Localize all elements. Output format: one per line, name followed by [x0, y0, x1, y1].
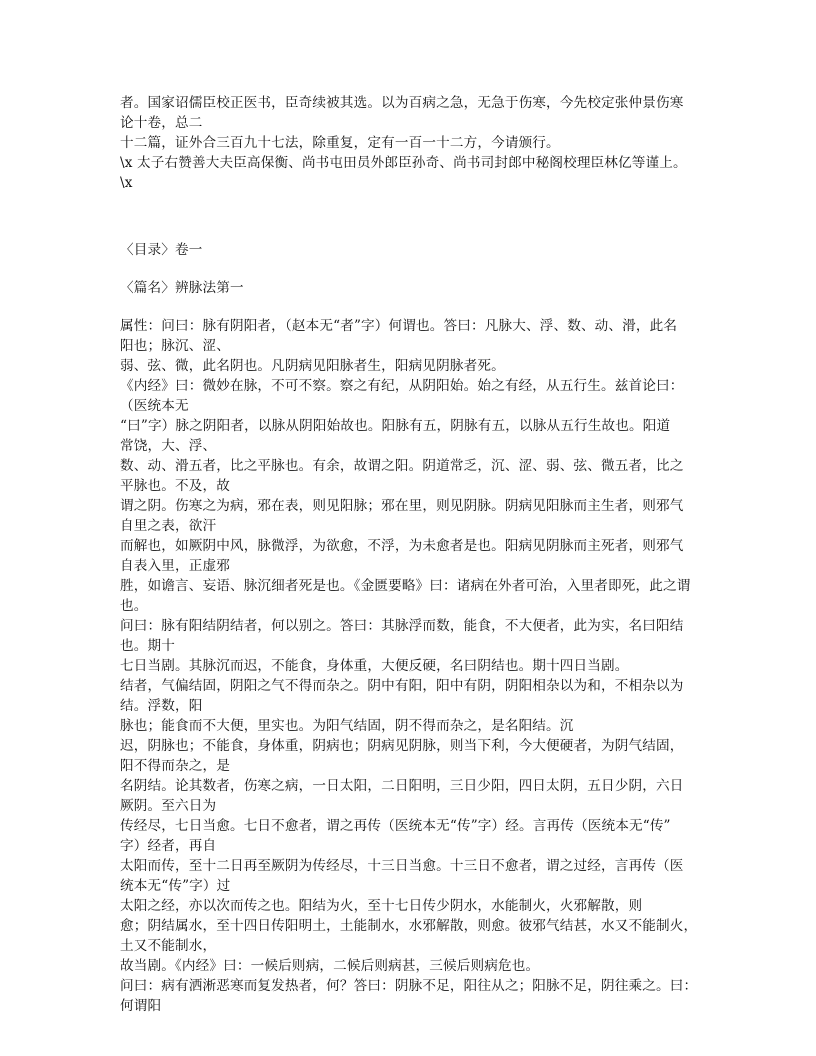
text-line: 太阳而传，至十二日再至厥阴为传经尽，十三日当愈。十三日不愈者，谓之过经，言再传（医 — [120, 858, 684, 874]
text-line: 结者，气偏结固，阴阳之气不得而杂之。阴中有阳，阳中有阴，阴阳相杂以为和，不相杂以为 — [120, 678, 684, 694]
text-line: 名阴结。论其数者，伤寒之病，一日太阳，二日阳明，三日少阳，四日太阴，五日少阴，六日 — [120, 778, 684, 794]
text-line: 阳不得而杂之，是 — [120, 758, 230, 774]
heading-text: 〈目录〉卷一 — [120, 242, 203, 258]
text-line: 属性：问曰：脉有阴阳者，（赵本无“者”字）何谓也。答曰：凡脉大、浮、数、动、滑，此名 — [120, 318, 678, 334]
text-line: 传经尽，七日当愈。七日不愈者，谓之再传（医统本无“传”字）经。言再传（医统本无“传” — [120, 818, 671, 834]
text-line: 论十卷，总二 — [120, 115, 203, 131]
text-line: 字）经者，再自 — [120, 838, 217, 854]
toc-heading — [120, 240, 704, 260]
text-line: 自表入里，正虚邪 — [120, 558, 230, 574]
text-line: 而解也，如厥阴中风，脉微浮，为欲愈，不浮，为未愈者是也。阳病见阴脉而主死者，则邪气 — [120, 538, 684, 554]
text-line: 迟，阴脉也；不能食，身体重，阴病也；阴病见阴脉，则当下利，今大便硬者，为阴气结固， — [120, 738, 684, 754]
body-text — [120, 316, 704, 1016]
text-line: 故当剧。《内经》曰：一候后则病，二候后则病甚，三候后则病危也。 — [120, 958, 540, 974]
text-line: 脉也；能食而不大便，里实也。为阳气结固，阴不得而杂之，是名阳结。沉 — [120, 718, 574, 734]
text-line: 平脉也。不及，故 — [120, 478, 230, 494]
text-line: 统本无“传”字）过 — [120, 878, 231, 894]
text-line: 胜，如谵言、妄语、脉沉细者死是也。《金匮要略》曰：诸病在外者可治，入里者即死，此之谓 — [120, 578, 691, 594]
text-line: 厥阴。至六日为 — [120, 798, 217, 814]
text-line: 者。国家诏儒臣校正医书，臣奇续被其选。以为百病之急，无急于伤寒，今先校定张仲景伤寒 — [120, 95, 684, 111]
text-line: 也。 — [120, 598, 148, 614]
preface-block — [120, 93, 704, 193]
text-line: 七日当剧。其脉沉而迟，不能食，身体重，大便反硬，名曰阴结也。期十四日当剧。 — [120, 658, 629, 674]
chapter-heading — [120, 278, 704, 298]
text-line: 谓之阴。伤寒之为病，邪在表，则见阳脉；邪在里，则见阴脉。阴病见阳脉而主生者，则邪气 — [120, 498, 684, 514]
text-line: 结。浮数，阳 — [120, 698, 203, 714]
text-line: 土又不能制水， — [120, 938, 217, 954]
text-line: 何谓阳 — [120, 998, 162, 1014]
text-line: 自里之表，欲汗 — [120, 518, 217, 534]
text-line: 《内经》曰：微妙在脉，不可不察。察之有纪，从阴阳始。始之有经，从五行生。兹首论曰： — [120, 378, 684, 394]
text-line: 太阳之经，亦以次而传之也。阳结为火，至十七日传少阴水，水能制火，火邪解散，则 — [120, 898, 643, 914]
text-line: 阳也；脉沉、涩、 — [120, 338, 230, 354]
text-line: \x 太子右赞善大夫臣高保衡、尚书屯田员外郎臣孙奇、尚书司封郎中秘阁校理臣林亿等谨上。 — [120, 155, 687, 171]
text-line: （医统本无 — [120, 398, 189, 414]
text-line: 问曰：脉有阳结阴结者，何以别之。答曰：其脉浮而数，能食，不大便者，此为实，名曰阳结 — [120, 618, 684, 634]
text-line: 十二篇，证外合三百九十七法，除重复，定有一百一十二方，今请颁行。 — [120, 135, 560, 151]
text-line: 弱、弦、微，此名阴也。凡阴病见阳脉者生，阳病见阴脉者死。 — [120, 358, 505, 374]
text-line: “曰”字）脉之阴阳者，以脉从阴阳始故也。阳脉有五，阴脉有五，以脉从五行生故也。阳道 — [120, 418, 671, 434]
text-line: 问曰：病有洒淅恶寒而复发热者，何？答曰：阴脉不足，阳往从之；阳脉不足，阴往乘之。曰： — [120, 978, 698, 994]
text-line: 数、动、滑五者，比之平脉也。有余，故谓之阳。阴道常乏，沉、涩、弱、弦、微五者，比之 — [120, 458, 684, 474]
text-line: 愈；阴结属水，至十四日传阳明土，土能制水，水邪解散，则愈。彼邪气结甚，水又不能制火， — [120, 918, 698, 934]
text-line: 常饶，大、浮、 — [120, 438, 217, 454]
heading-text: 〈篇名〉辨脉法第一 — [120, 280, 244, 296]
text-line: 也。期十 — [120, 638, 175, 654]
text-line: \x — [120, 175, 133, 191]
